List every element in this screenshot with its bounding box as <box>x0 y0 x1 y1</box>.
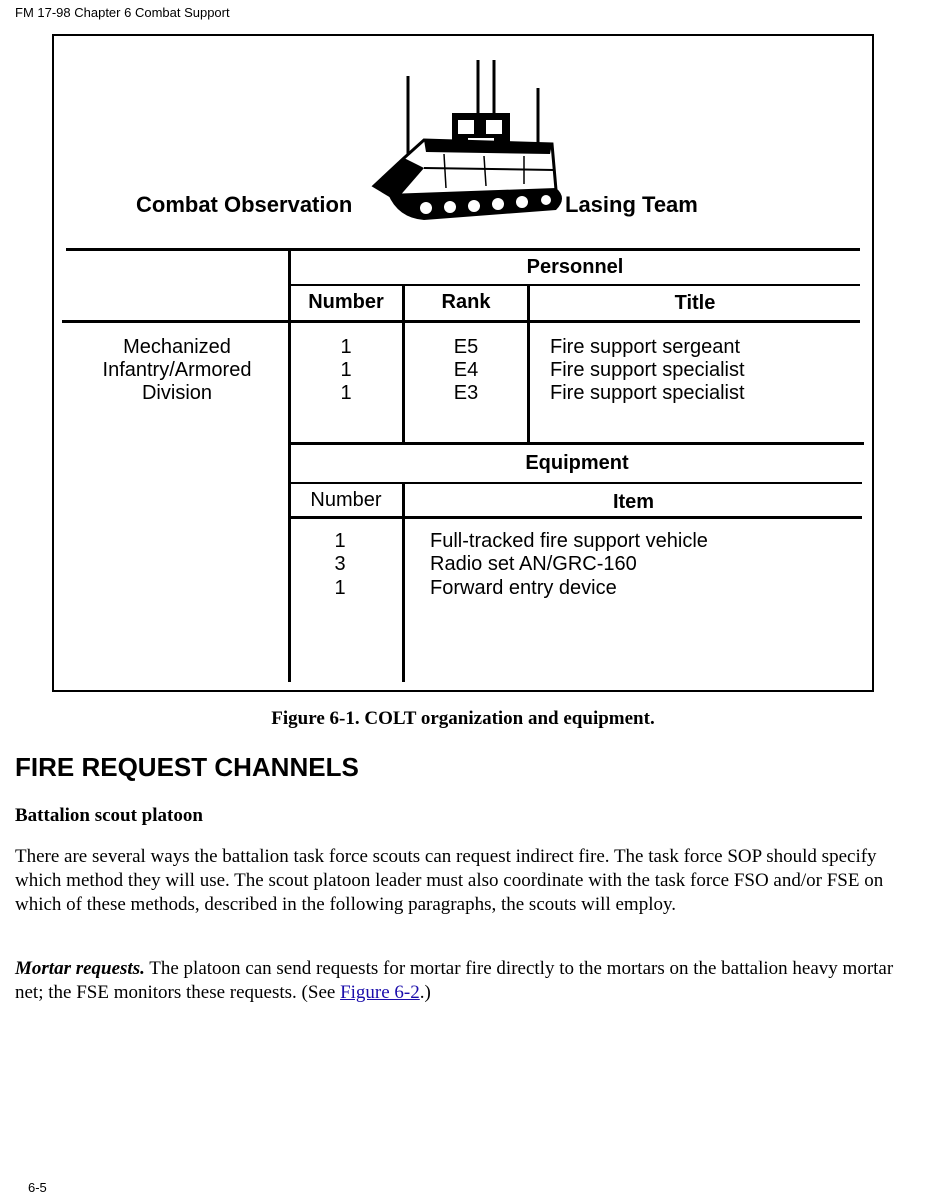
personnel-row-rank: E3 <box>453 382 479 404</box>
paragraph-tail: .) <box>419 982 431 1003</box>
unit-line-1: Mechanized <box>123 336 231 358</box>
equipment-heading: Equipment <box>525 452 629 474</box>
personnel-col-title: Title <box>674 292 716 314</box>
unit-line-2: Infantry/Armored <box>102 359 252 381</box>
personnel-row-title: Fire support specialist <box>550 359 745 381</box>
figure-title-left: Combat Observation <box>136 192 353 217</box>
personnel-columns-rule <box>62 320 860 323</box>
equipment-row-number: 1 <box>334 530 346 552</box>
personnel-row-number: 1 <box>340 359 352 381</box>
personnel-col-rank: Rank <box>441 291 491 313</box>
equipment-row-item: Forward entry device <box>430 577 617 599</box>
paragraph-lead: Mortar requests <box>15 958 141 979</box>
personnel-row-number: 1 <box>340 382 352 404</box>
subheading: Battalion scout platoon <box>15 805 203 826</box>
personnel-row-title: Fire support sergeant <box>550 336 741 358</box>
running-head: FM 17-98 Chapter 6 Combat Support <box>15 5 230 20</box>
figure-caption: Figure 6-1. COLT organization and equipment. <box>271 708 655 729</box>
page-number: 6-5 <box>28 1180 47 1195</box>
equipment-row-item: Full-tracked fire support vehicle <box>430 530 708 552</box>
personnel-heading: Personnel <box>526 256 624 278</box>
equipment-col-item: Item <box>612 491 655 513</box>
figure-title-right: Lasing Team <box>565 192 698 217</box>
paragraph: There are several ways the battalion task force scouts can request indirect fire. The task force SOP should specify which method they will use. The scout platoon leader must also coordinate with the task force FSO and/or FSE on which of these methods, described in the following paragraphs, the scouts will employ. <box>15 846 884 915</box>
paragraph-lead-punct: . <box>140 958 145 979</box>
equipment-heading-rule <box>290 482 862 484</box>
section-title: FIRE REQUEST CHANNELS <box>15 752 359 782</box>
personnel-col-number: Number <box>308 291 384 313</box>
paragraph-text: The platoon can send requests for mortar fire directly to the mortars on the battalion heavy mortar net; the FSE monitors these requests. (See <box>15 958 894 1003</box>
equipment-columns-rule <box>290 516 862 519</box>
equipment-row-item: Radio set AN/GRC-160 <box>430 553 637 575</box>
figure-link[interactable]: Figure 6-2 <box>340 982 420 1003</box>
equipment-row-number: 3 <box>334 553 346 575</box>
equipment-col-number: Number <box>310 489 382 511</box>
personnel-row-number: 1 <box>340 336 352 358</box>
personnel-row-rank: E4 <box>453 359 479 381</box>
figure-frame <box>52 34 874 692</box>
equipment-top-rule <box>290 442 864 445</box>
equipment-row-number: 1 <box>334 577 346 599</box>
unit-line-3: Division <box>141 382 213 404</box>
table-top-rule <box>66 248 860 251</box>
personnel-row-title: Fire support specialist <box>550 382 745 404</box>
paragraph <box>15 957 915 1005</box>
tracked-vehicle-icon <box>364 58 564 228</box>
personnel-heading-rule <box>290 284 860 286</box>
personnel-row-rank: E5 <box>453 336 479 358</box>
